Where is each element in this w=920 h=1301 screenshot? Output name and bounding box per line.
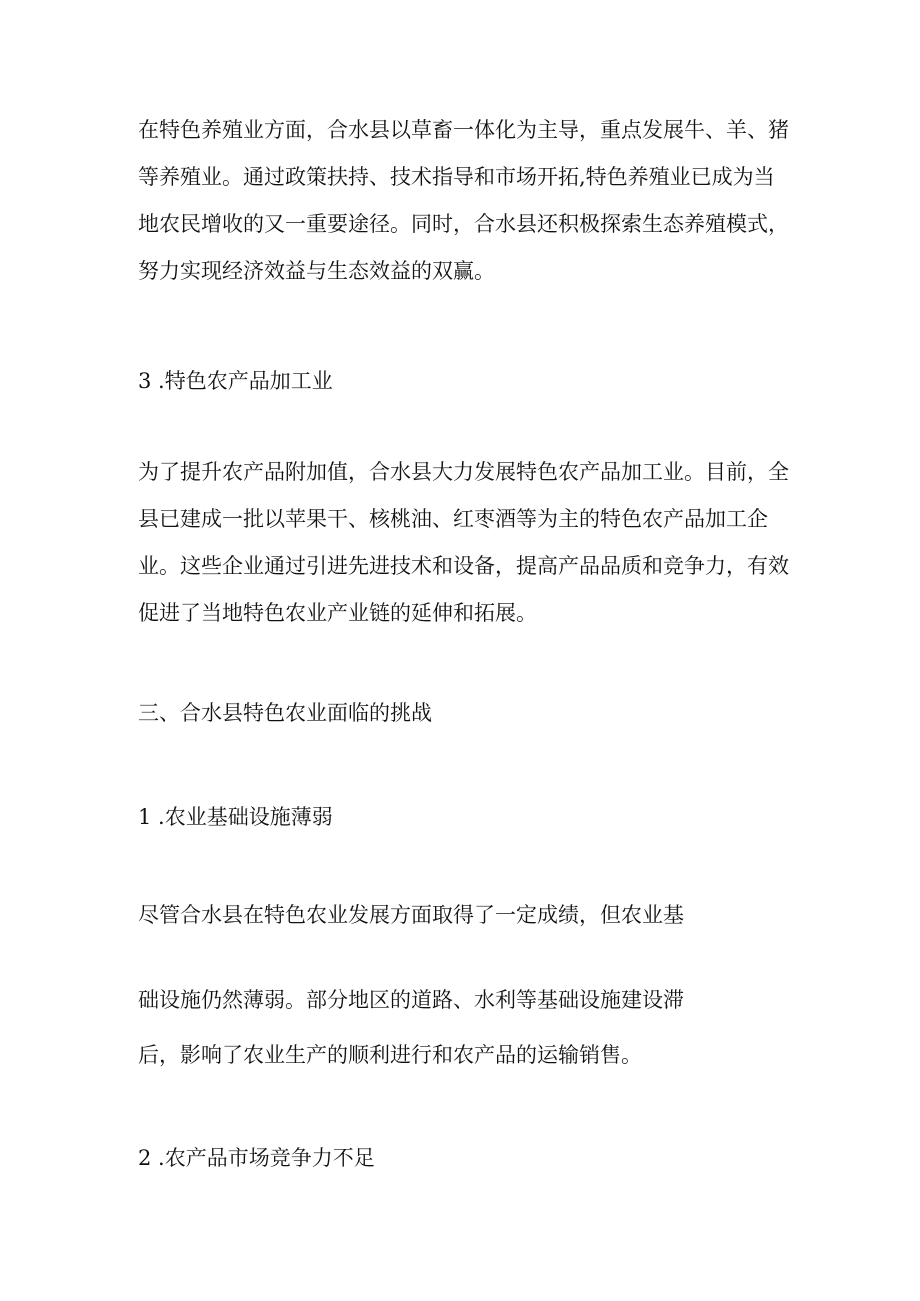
paragraph-livestock-farming: 在特色养殖业方面，合水县以草畜一体化为主导，重点发展牛、羊、猪等养殖业。通过政策扶持、技术指导和市场开拓,特色养殖业已成为当地农民增收的又一重要途径。同时，合水县还积极探索生态养殖模式，努力实现经济效益与生态效益的双赢。 — [138, 118, 789, 283]
paragraph-infrastructure-line-3: 后，影响了农业生产的顺利进行和农产品的运输销售。 — [138, 1043, 642, 1067]
section-heading-challenges: 三、合水县特色农业面临的挑战 — [138, 701, 432, 725]
paragraph-infrastructure-line-2: 础设施仍然薄弱。部分地区的道路、水利等基础设施建设滞 — [138, 988, 684, 1012]
paragraph-processing-industry: 为了提升农产品附加值，合水县大力发展特色农产品加工业。目前，全县已建成一批以苹果干、核桃油、红枣酒等为主的特色农产品加工企业。这些企业通过引进先进技术和设备，提高产品品质和竞争力，有效促进了当地特色农业产业链的延伸和拓展。 — [138, 460, 789, 625]
heading-market-competitiveness: 2 .农产品市场竞争力不足 — [138, 1146, 375, 1170]
paragraph-infrastructure-line-1: 尽管合水县在特色农业发展方面取得了一定成绩，但农业基 — [138, 903, 684, 927]
heading-infrastructure: 1 .农业基础设施薄弱 — [138, 805, 333, 829]
heading-processing-industry: 3 .特色农产品加工业 — [138, 369, 333, 393]
